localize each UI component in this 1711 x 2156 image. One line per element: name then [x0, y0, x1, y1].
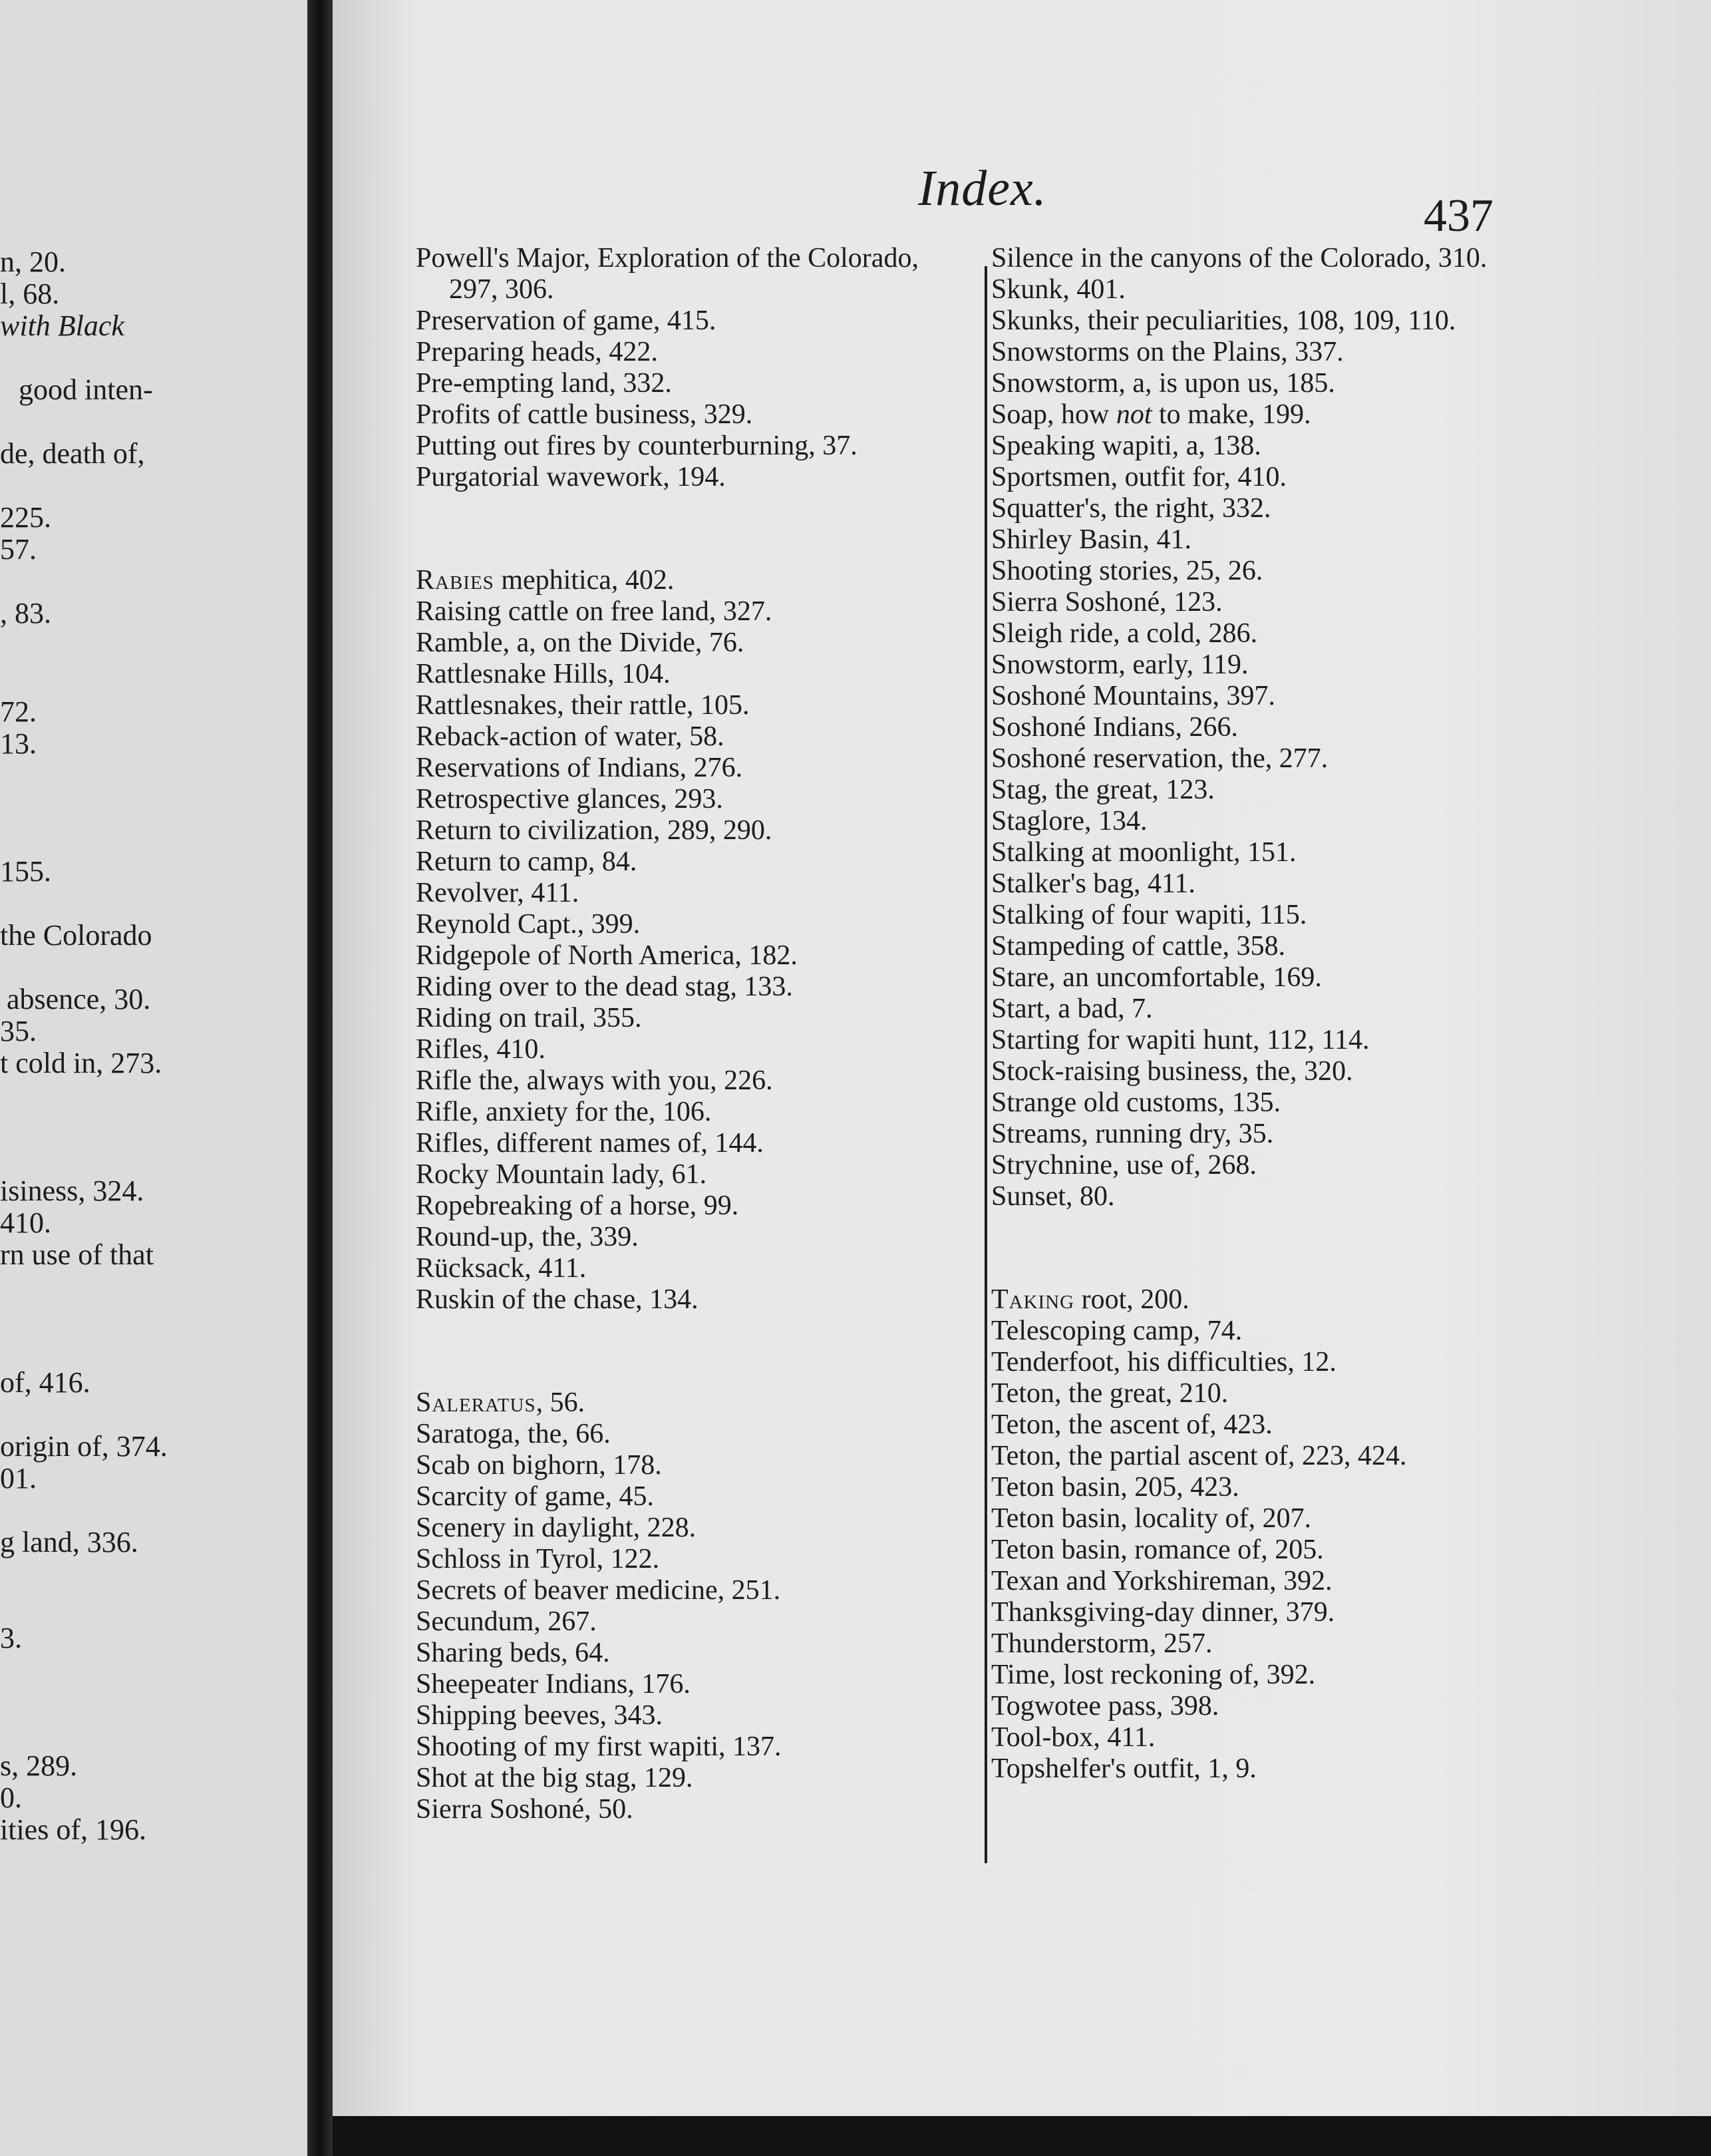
- index-column-right: [991, 243, 1670, 1785]
- left-fragment-line: 0.: [0, 1781, 22, 1814]
- index-entry: Pre-empting land, 332.: [416, 368, 672, 399]
- index-entry: Retrospective glances, 293.: [416, 784, 723, 814]
- index-entry: Reback-action of water, 58.: [416, 721, 724, 752]
- index-entry: Snowstorm, early, 119.: [991, 649, 1249, 680]
- page-number: 437: [1424, 190, 1493, 242]
- index-entry: Rattlesnakes, their rattle, 105.: [416, 690, 750, 721]
- index-group-s: [991, 243, 1670, 1212]
- index-entry: Snowstorm, a, is upon us, 185.: [991, 368, 1335, 399]
- index-entry: Stalking of four wapiti, 115.: [991, 900, 1307, 930]
- left-fragment-line: good inten-: [19, 373, 153, 406]
- index-entry: Stampeding of cattle, 358.: [991, 931, 1286, 962]
- index-entry: Stock-raising business, the, 320.: [991, 1056, 1353, 1087]
- index-entry: Strychnine, use of, 268.: [991, 1150, 1257, 1180]
- index-entry: Time, lost reckoning of, 392.: [991, 1660, 1316, 1690]
- index-entry: Stalking at moonlight, 151.: [991, 837, 1297, 868]
- index-group-r: [416, 565, 928, 1316]
- index-entry: Start, a bad, 7.: [991, 993, 1153, 1024]
- index-entry: Shot at the big stag, 129.: [416, 1763, 693, 1793]
- left-fragment-line: g land, 336.: [0, 1526, 138, 1558]
- index-entry: Return to civilization, 289, 290.: [416, 815, 772, 846]
- index-group-s: [416, 1387, 928, 1825]
- index-entry: Sunset, 80.: [991, 1181, 1115, 1212]
- index-entry: Putting out fires by counterburning, 37.: [416, 431, 857, 461]
- index-entry: Rifles, 410.: [416, 1034, 545, 1065]
- left-fragment-line: 57.: [0, 533, 37, 566]
- index-entry: Staglore, 134.: [991, 806, 1148, 836]
- index-entry: Speaking wapiti, a, 138.: [991, 431, 1261, 461]
- left-fragment-line: 410.: [0, 1206, 51, 1239]
- index-entry: Shooting of my first wapiti, 137.: [416, 1731, 782, 1762]
- left-fragment-line: rn use of that: [0, 1238, 154, 1271]
- left-fragment-line: 35.: [0, 1015, 37, 1047]
- index-entry: Skunk, 401.: [991, 274, 1126, 305]
- index-entry: Squatter's, the right, 332.: [991, 493, 1271, 524]
- left-fragment-line: absence, 30.: [7, 983, 151, 1015]
- index-entry: Sierra Soshoné, 50.: [416, 1794, 633, 1825]
- index-entry: Shipping beeves, 343.: [416, 1700, 663, 1731]
- index-entry: Preservation of game, 415.: [416, 305, 716, 336]
- index-column-left: [416, 243, 928, 1825]
- index-entry: Rifle, anxiety for the, 106.: [416, 1097, 712, 1127]
- left-fragment-line: l, 68.: [0, 277, 60, 310]
- index-entry: Soshoné reservation, the, 277.: [991, 743, 1328, 774]
- index-entry: Starting for wapiti hunt, 112, 114.: [991, 1025, 1370, 1055]
- left-fragment-line: 3.: [0, 1622, 22, 1654]
- index-entry: Reservations of Indians, 276.: [416, 753, 743, 783]
- left-page-fragment: [0, 0, 307, 2156]
- index-group-p: [416, 243, 928, 493]
- left-fragment-line: of, 416.: [0, 1366, 90, 1399]
- index-entry: Powell's Major, Exploration of the Colorado, 297, 306.: [416, 243, 919, 305]
- left-fragment-line: 13.: [0, 727, 37, 760]
- index-entry: Revolver, 411.: [416, 878, 579, 908]
- column-divider: [985, 266, 987, 1863]
- left-fragment-line: s, 289.: [0, 1749, 78, 1782]
- index-entry: Soshoné Indians, 266.: [991, 712, 1238, 743]
- index-entry: Tenderfoot, his difficulties, 12.: [991, 1347, 1336, 1377]
- index-entry: Sheepeater Indians, 176.: [416, 1669, 691, 1700]
- index-entry: Sharing beds, 64.: [416, 1638, 610, 1668]
- index-entry: Secundum, 267.: [416, 1606, 597, 1637]
- index-entry: Strange old customs, 135.: [991, 1087, 1281, 1118]
- index-entry: Saratoga, the, 66.: [416, 1419, 611, 1449]
- index-entry: Streams, running dry, 35.: [991, 1119, 1274, 1149]
- left-fragment-line: , 83.: [0, 597, 51, 629]
- page-title: Index.: [918, 160, 1047, 216]
- index-entry: Schloss in Tyrol, 122.: [416, 1544, 660, 1574]
- index-entry: Rabies mephitica, 402.: [416, 565, 675, 596]
- index-entry: Ruskin of the chase, 134.: [416, 1284, 699, 1315]
- index-entry: Sleigh ride, a cold, 286.: [991, 618, 1258, 649]
- left-fragment-line: 225.: [0, 501, 51, 534]
- index-entry: Skunks, their peculiarities, 108, 109, 110.: [991, 305, 1456, 336]
- index-entry: Sierra Soshoné, 123.: [991, 587, 1223, 618]
- index-entry: Telescoping camp, 74.: [991, 1316, 1243, 1346]
- index-entry: Preparing heads, 422.: [416, 337, 658, 367]
- left-fragment-line: n, 20.: [0, 246, 66, 278]
- index-entry: Return to camp, 84.: [416, 846, 637, 877]
- index-entry: Secrets of beaver medicine, 251.: [416, 1575, 781, 1606]
- index-group-t: [991, 1284, 1670, 1785]
- index-entry: Silence in the canyons of the Colorado, 310.: [991, 243, 1487, 273]
- index-entry: Riding on trail, 355.: [416, 1003, 642, 1033]
- index-entry: Rifles, different names of, 144.: [416, 1128, 764, 1159]
- index-entry: Ropebreaking of a horse, 99.: [416, 1190, 739, 1221]
- index-entry: Rifle the, always with you, 226.: [416, 1065, 773, 1096]
- index-entry: Sportsmen, outfit for, 410.: [991, 462, 1287, 492]
- index-entry: Teton basin, locality of, 207.: [991, 1503, 1312, 1534]
- index-entry: Profits of cattle business, 329.: [416, 399, 753, 430]
- index-entry: Rattlesnake Hills, 104.: [416, 659, 671, 689]
- index-entry: Purgatorial wavework, 194.: [416, 462, 726, 492]
- index-entry: Stare, an uncomfortable, 169.: [991, 962, 1322, 993]
- index-entry: Thanksgiving-day dinner, 379.: [991, 1597, 1335, 1628]
- index-entry: Topshelfer's outfit, 1, 9.: [991, 1753, 1257, 1784]
- left-fragment-line: isiness, 324.: [0, 1174, 144, 1207]
- left-fragment-line: ities of, 196.: [0, 1813, 146, 1846]
- index-entry: Rücksack, 411.: [416, 1253, 587, 1284]
- left-fragment-line: the Colorado: [0, 919, 152, 952]
- index-entry: Soap, how not to make, 199.: [991, 399, 1311, 430]
- index-entry: Rocky Mountain lady, 61.: [416, 1159, 707, 1190]
- index-entry: Stag, the great, 123.: [991, 775, 1215, 805]
- index-entry: Tool-box, 411.: [991, 1722, 1156, 1753]
- index-entry: Saleratus, 56.: [416, 1387, 585, 1418]
- left-fragment-line: origin of, 374.: [0, 1430, 168, 1463]
- left-fragment-line: with Black: [0, 309, 124, 342]
- left-fragment-line: de, death of,: [0, 437, 145, 470]
- index-entry: Teton, the ascent of, 423.: [991, 1409, 1273, 1440]
- left-fragment-line: 01.: [0, 1462, 37, 1495]
- index-entry: Teton, the great, 210.: [991, 1378, 1229, 1409]
- left-fragment-line: t cold in, 273.: [0, 1047, 162, 1079]
- index-entry: Togwotee pass, 398.: [991, 1691, 1219, 1721]
- index-entry: Riding over to the dead stag, 133.: [416, 972, 793, 1002]
- index-entry: Stalker's bag, 411.: [991, 868, 1195, 899]
- index-entry: Teton basin, romance of, 205.: [991, 1534, 1324, 1565]
- index-entry: Ramble, a, on the Divide, 76.: [416, 628, 744, 658]
- index-entry: Round-up, the, 339.: [416, 1222, 639, 1252]
- book-gutter: [307, 0, 333, 2156]
- index-entry: Snowstorms on the Plains, 337.: [991, 337, 1344, 367]
- index-entry: Teton, the partial ascent of, 223, 424.: [991, 1441, 1407, 1471]
- index-entry: Soshoné Mountains, 397.: [991, 681, 1276, 711]
- index-entry: Reynold Capt., 399.: [416, 909, 641, 940]
- index-entry: Teton basin, 205, 423.: [991, 1472, 1239, 1503]
- left-fragment-line: 72.: [0, 695, 37, 728]
- page-bottom-edge: [333, 2116, 1711, 2156]
- index-entry: Thunderstorm, 257.: [991, 1628, 1213, 1659]
- index-entry: Taking root, 200.: [991, 1284, 1189, 1315]
- left-fragment-line: 155.: [0, 855, 51, 888]
- index-entry: Shirley Basin, 41.: [991, 524, 1191, 555]
- index-entry: Scab on bighorn, 178.: [416, 1450, 662, 1481]
- index-entry: Texan and Yorkshireman, 392.: [991, 1566, 1332, 1596]
- index-entry: Raising cattle on free land, 327.: [416, 596, 772, 627]
- index-entry: Ridgepole of North America, 182.: [416, 940, 798, 971]
- index-entry: Shooting stories, 25, 26.: [991, 556, 1263, 586]
- index-page: [333, 0, 1711, 2116]
- index-entry: Scenery in daylight, 228.: [416, 1513, 697, 1543]
- index-entry: Scarcity of game, 45.: [416, 1481, 655, 1512]
